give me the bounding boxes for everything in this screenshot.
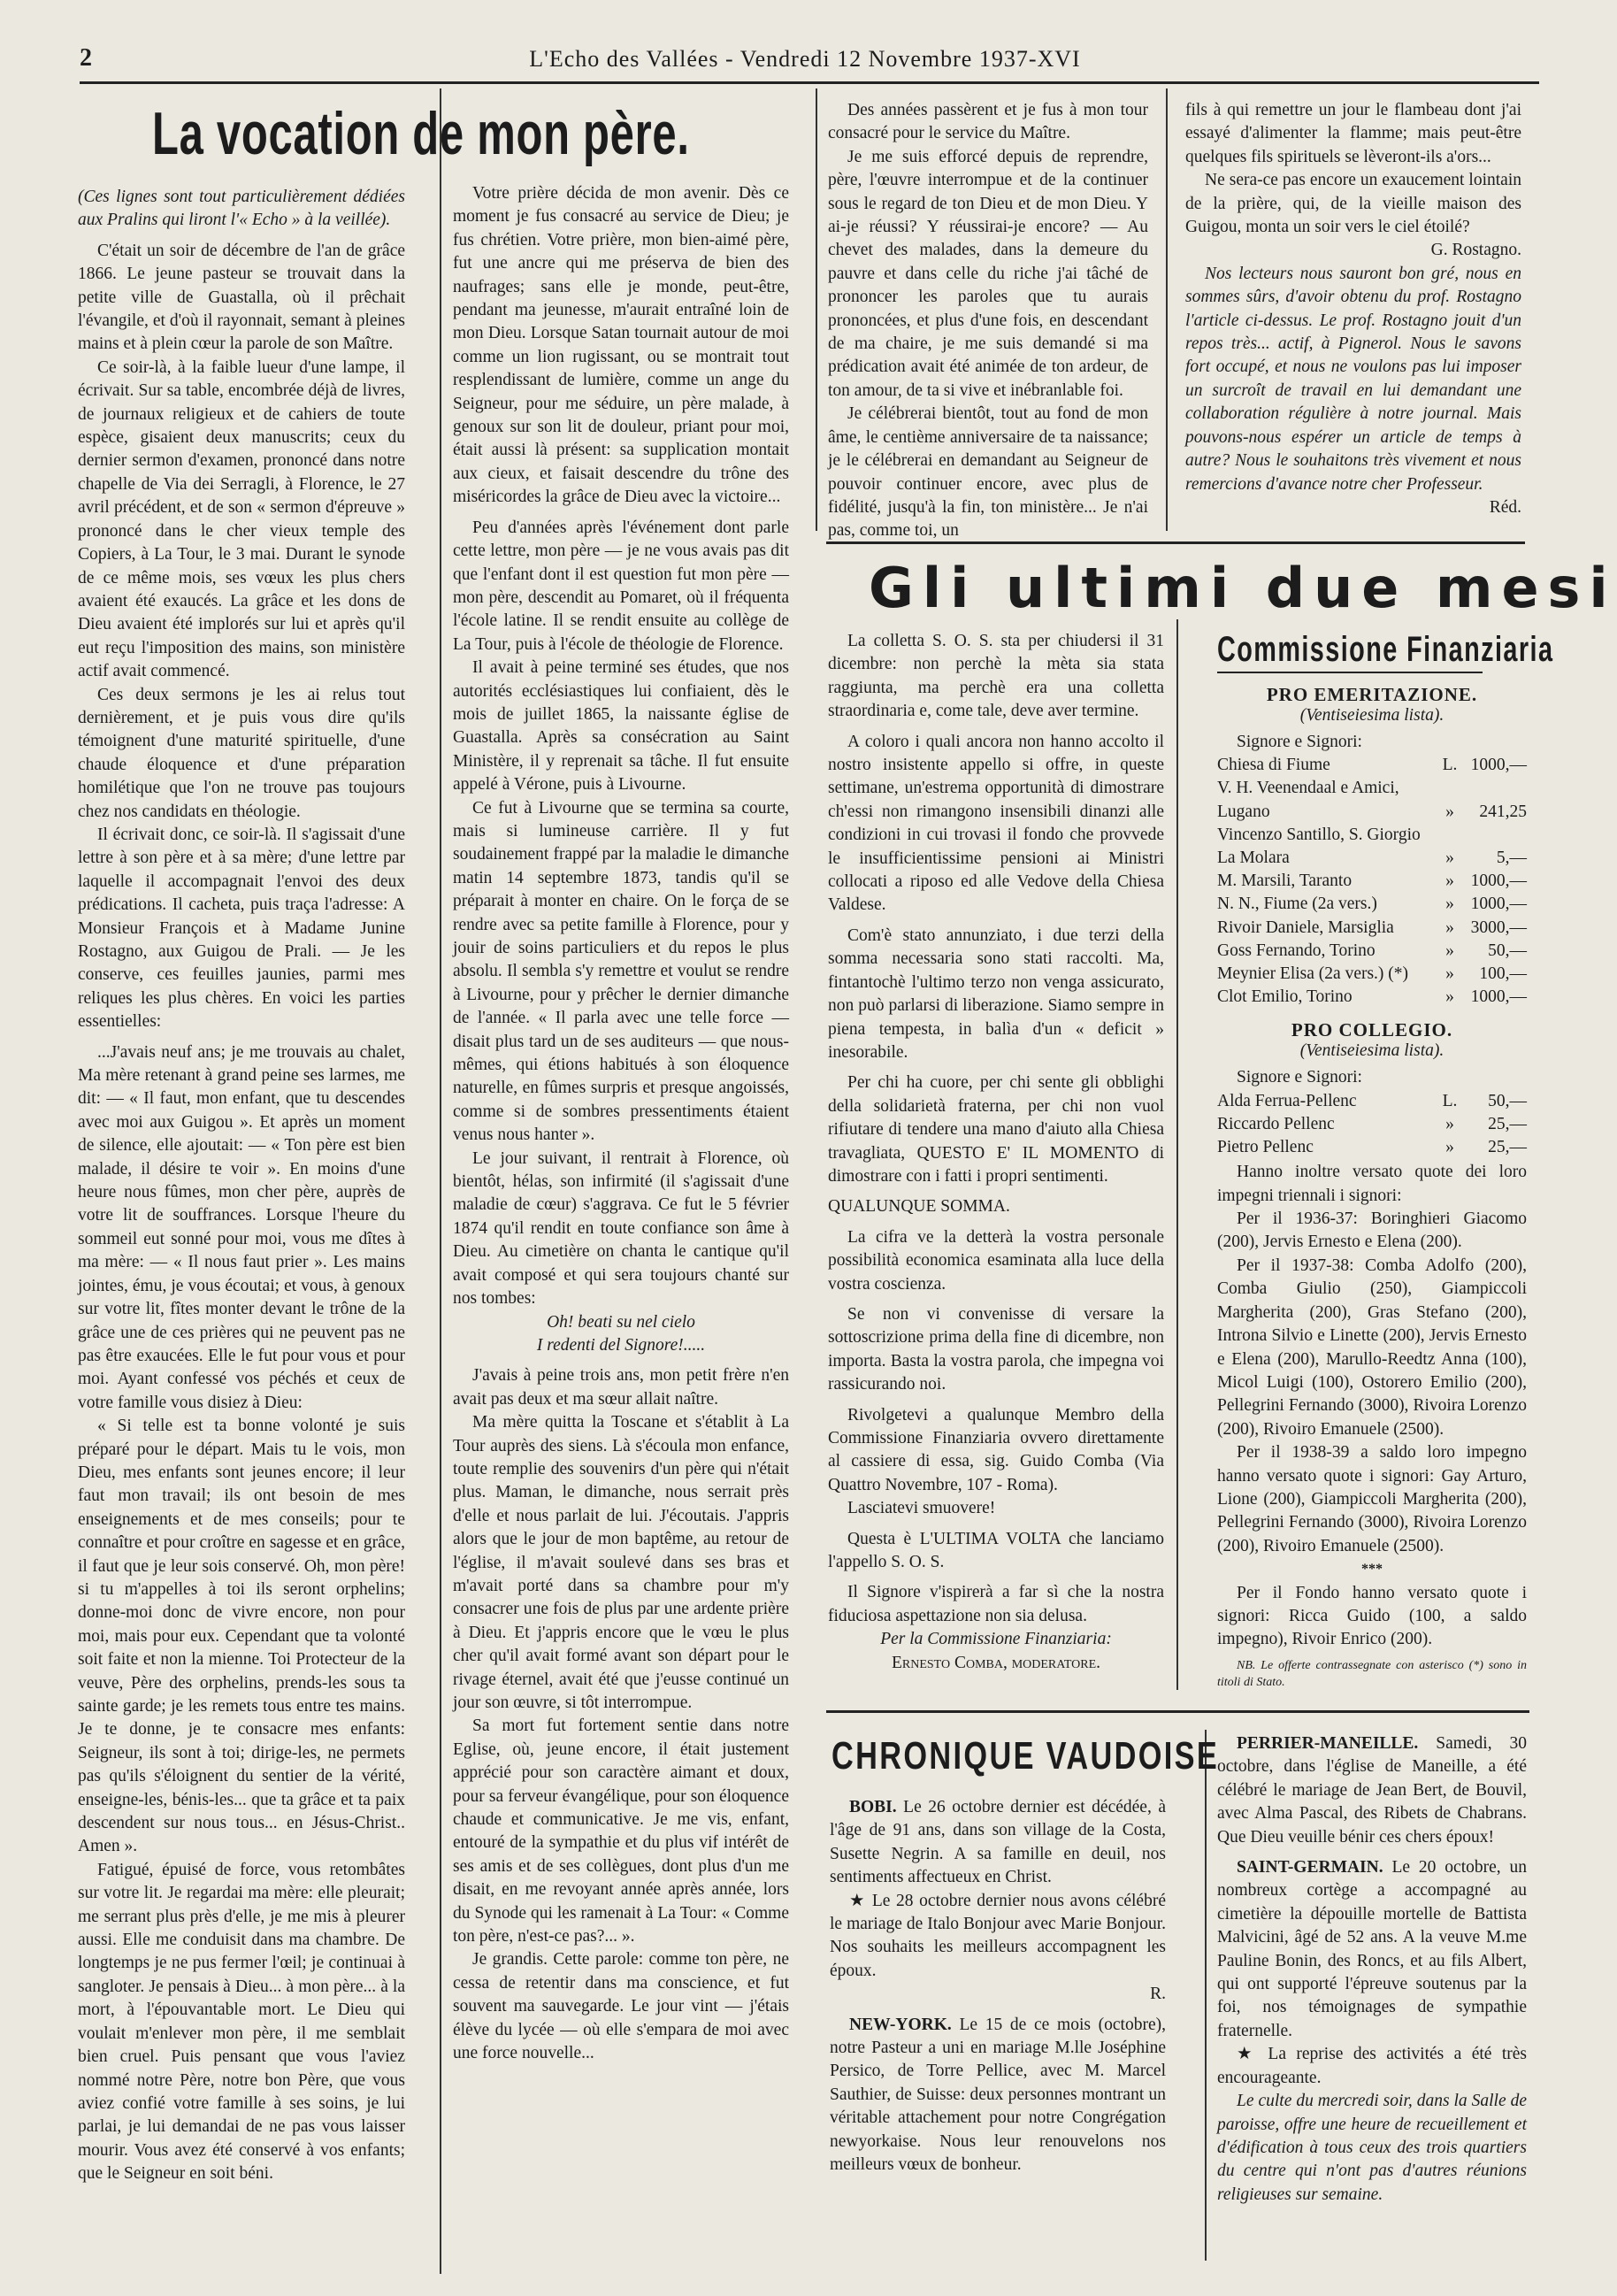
paragraph: Je grandis. Cette parole: comme ton père, ne cessa de retentir dans ma conscience, et fut souvent ma sauvegarde. Le jour vint — j'étais élève du lycée — où elle s'empara de moi avec une force nouvelle... [453, 1950, 789, 2063]
paragraph: La cifra ve la detterà la vostra personale possibilità economica esaminata alla luce della vostra coscienza. [828, 1227, 1164, 1294]
paragraph: Ce fut à Livourne que se termina sa courte, mais si lumineuse carrière. Il y fut soudainement frappé par la maladie le dimanche matin 14 septembre 1873, tandis qu'il se préparait à monter en chaire. On le força de se rendre avec sa petite famille à Florence, pour y jouir de soins particuliers et du repos le plus absolu. Il sembla s'y remettre et voulut se rendre à Livourne, pour y prêcher le dernier dimanche de l'année. « Il parla avec une telle force — disait plus tard un de ses auditeurs — que nous-mêmes, qui étions habitués à son éloquence naturelle, en fûmes surpris et presque angoissés, comme si de sombres pressentiments étaient venus nous hanter ». [453, 798, 789, 1145]
paragraph: Hanno inoltre versato quote dei loro impegni triennali i signori: [1217, 1163, 1527, 1205]
paragraph: Ne sera-ce pas encore un exaucement lointain de la prière, qui, de la vieille maison des Guigou, monta un soir vers le ciel étoilé? [1185, 171, 1521, 237]
editor-signature: Réd. [1489, 497, 1521, 517]
paragraph: Le jour suivant, il rentrait à Florence, où bientôt, hélas, son infirmité (il s'agissait d'une maladie de cœur) s'aggrava. Ce fut le 5 février 1874 qu'il rendit en toute confiance son âme à Dieu. Au cimetière on chanta le cantique qu'il avait composé et qui sera toujours chanté sur nos tombes: [453, 1148, 789, 1309]
paragraph: Il écrivait donc, ce soir-là. Il s'agissait d'une lettre à son père et à sa mère; d'une lettre par laquelle il accompagnait l'envoi des deux prédications. Il cacheta, puis traça l'adresse: A Monsieur François et à Madame Junine Rostagno, aux Guigou de Prali. — Je les conserve, ces feuilles jaunies, parmi mes reliques les plus chères. En voici les parties essentielles: [78, 825, 405, 1032]
paragraph: J'avais à peine trois ans, mon petit frère n'en avait pas deux et ma sœur allait naître. [453, 1366, 789, 1409]
donation-row: N. N., Fiume (2a vers.) » 1000,— [1217, 895, 1527, 914]
editor-note: Nos lecteurs nous sauront bon gré, nous en sommes sûrs, d'avoir obtenu du prof. Rostagno l'article ci-dessus. Le prof. Rostagno jouit d'un repos très... actif, à Pignerol. Nous le savons fort occupé, et nous ne voulons pas lui imposer un surcroît de travail en lui demandant une collaboration régulière à notre journal. Mais pouvons-nous espérer un article de temps à autre? Nous le souhaitons très vivement et nous remercions d'avance notre cher Professeur. [1185, 264, 1521, 494]
donation-row: Chiesa di Fiume L. 1000,— [1217, 756, 1527, 775]
paragraph: Sa mort fut fortement sentie dans notre Eglise, où, jeune encore, il était justement apprécié pour son caractère aimant et doux, pour sa ferveur évangélique, pour son éloquence chaude et communicative. Je me vis, enfant, entouré de la sympathie et du plus vif intérêt de ses amis et de ses collègues, dont plus d'un me disait, en me revoyant année après année, lors du Synode qui les ramenait à La Tour: « Comme ton père, n'est-ce pas?... ». [453, 1716, 789, 1947]
paragraph: Per il Fondo hanno versato quote i signori: Ricca Guido (100, a saldo impegno), Rivoir Enrico (200). [1217, 1583, 1527, 1649]
vocation-column-4 [1185, 99, 1521, 533]
news-text: ★ Le 28 octobre dernier nous avons célébré le mariage de Italo Bonjour avec Marie Bonjour. Nos souhaits les meilleurs accompagnent les époux. [830, 1891, 1166, 1980]
donation-row: Vincenzo Santillo, S. Giorgio La Molara » 5,— [1217, 825, 1527, 868]
author-signature: G. Rostagno. [1430, 241, 1521, 260]
news-text: Samedi, 30 octobre, dans l'église de Maneille, a été célébré le mariage de Jean Bert, de Bouvil, avec Alma Pascal, des Ribets de Chabrans. Que Dieu veuille bénir ces chers époux! [1217, 1734, 1527, 1847]
column-divider [440, 88, 441, 2274]
paragraph: Il Signore v'ispirerà a far sì che la nostra fiduciosa aspettazione non sia delusa. [828, 1583, 1164, 1625]
column-divider [1176, 619, 1178, 1690]
section-title-chronique: CHRONIQUE VAUDOISE [831, 1734, 1220, 1778]
paragraph: Ce soir-là, à la faible lueur d'une lampe, il écrivait. Sur sa table, encombrée déjà de livres, de journaux religieux et de cahiers de toute espèce, gisaient deux manuscrits; ceux du dernier sermon d'examen, prononcé dans notre chapelle de Via dei Serragli, à Florence, le 27 avril précédent, et de son « sermon d'épreuve » prononcé dans le cher vieux temple des Copiers, à La Tour, le 3 mai. Durant le synode de ce même mois, ses vœux les plus chers avaient été exaucés. La grâce et les dons de Dieu avaient été implorés sur lui et après qu'il eut reçu l'imposition des mains, son ministère actif avait commencé. [78, 357, 405, 681]
paragraph: Peu d'années après l'événement dont parle cette lettre, mon père — je ne vous avais pas dit que l'enfant dont il est question fut mon père — mon père, descendit au Pomaret, où il fréquenta l'école latine. Il se rendit ensuite au collège de La Tour, puis à l'école de théologie de Florence. [453, 518, 789, 654]
paragraph: Com'è stato annunziato, i due terzi della somma necessaria sono stati raccolti. Ma, fintantochè l'ultimo terzo non venga assicurato, non può parlarsi di liberazione. Siamo sempre in piena tempesta, in balìa d'un « deficit » inesorabile. [828, 925, 1164, 1062]
donation-row: Riccardo Pellenc » 25,— [1217, 1114, 1527, 1133]
paragraph: Votre prière décida de mon avenir. Dès ce moment je fus consacré au service de Dieu; je fus chrétien. Votre prière, mon bien-aimé père, fut une ancre qui me préserva de bien des naufrages; sans elle je monde, peut-être, pendant ma jeunesse, m'aurait entraîné loin de mon Dieu. Lorsque Satan tournait autour de moi comme un lion rugissant, ou se montrait tout resplendissant de lumière, comme un ange du Seigneur, pour me séduire, un père malade, à genoux sur son lit de douleur, priant pour moi, était aussi là présent: sa supplication montait aux cieux, et faisait descendre du trône des miséricordes la grâce de Dieu avec la victoire... [453, 184, 789, 507]
donation-row: Pietro Pellenc » 25,— [1217, 1138, 1527, 1157]
paragraph: « Si telle est ta bonne volonté je suis préparé pour le départ. Mais tu le vois, mon Dieu, mes enfants sont jeunes encore; il leur faut mon travail; ils ont besoin de mes enseignements et de mes conseils; pour te connaître et pour croître en sagesse et en grâce, il faut que je leur sois conservé. Oh, mon père! si tu m'appelles à toi ils seront orphelins; donne-moi donc de vivre encore, non pour moi, mais pour eux. Cependant que ta volonté soit faite et non la mienne. Toi Protecteur de la veuve, Père des orphelins, prends-les sous ta sainte garde; je les remets tous entre tes mains. Je te donne, je te consacre mes enfants: Seigneur, ils sont à toi; dirige-les, ne permets pas qu'ils s'éloignent du sentier de la vérité, enseigne-les, bénis-les... que ta grâce et ta paix descendent sur nous tous... en Jésus-Christ.. Amen ». [78, 1417, 405, 1856]
paragraph: Ces deux sermons je les ai relus tout dernièrement, et je puis vous dire qu'ils témoignent d'une maturité spirituelle, d'une chaude éloquence et d'une préparation homilétique que l'on ne trouve pas toujours chez nos candidats en théologie. [78, 685, 405, 821]
news-text: Le 20 octobre, un nombreux cortège a accompagné au cimetière la dépouille mortelle de Battista Malvicini, âgé de 52 ans. A la veuve M.me Pauline Bonin, des Roncs, et au fils Albert, qui ont supporté l'épreuve soutenus par la foi, nos témoignages de sympathie fraternelle. [1217, 1858, 1527, 2040]
donation-row: Clot Emilio, Torino » 1000,— [1217, 987, 1527, 1007]
paragraph: Per il 1936-37: Boringhieri Giacomo (200), Jervis Ernesto e Elena (200). [1217, 1209, 1527, 1252]
place-name: BOBI. [849, 1798, 897, 1816]
page-number: 2 [80, 44, 92, 72]
paragraph: Se non vi convenisse di versare la sottoscrizione prima della fine di dicembre, non importa. Basta la vostra parola, che impegna voi rassicurando noi. [828, 1304, 1164, 1394]
column-divider [816, 88, 817, 531]
donation-list [1217, 1066, 1527, 1159]
vocation-column-2 [453, 182, 789, 2261]
place-name: SAINT-GERMAIN. [1237, 1858, 1383, 1877]
separator-stars: *** [1361, 1562, 1383, 1578]
place-name: PERRIER-MANEILLE. [1237, 1734, 1419, 1753]
section-rule [826, 541, 1525, 544]
list-intro: Signore e Signori: [1237, 733, 1362, 751]
column-divider [1166, 88, 1168, 531]
paragraph: ...J'avais neuf ans; je me trouvais au chalet, Ma mère retenant à grand peine ses larmes, me dit: — « Il faut, mon enfant, que tu descendes avec moi aux Guigou ». Et après un moment de silence, elle ajoutait: — « Ton père est bien malade, il désire te voir ». En moins d'une heure nous fûmes, mon cher père, auprès de votre lit de souffrances. Lorsque l'heure du sommeil eut sonné pour moi, vous me dîtes à ma mère: — « Il nous faut prier ». Les mains jointes, ému, je vous écoutai; et vous, à genoux sur votre lit, fîtes monter devant le trône de la grâce une de ces prières qui ne peuvent pas ne pas être exaucées. Elle le fut pour vous et pour moi. Ayant confessé vos péchés et ceux de votre famille vous disiez à Dieu: [78, 1042, 405, 1412]
article-title-mesi: Gli ultimi due mesi [869, 556, 1617, 620]
news-text: Le 26 octobre dernier est décédée, à l'âge de 91 ans, dans son village de la Costa, Susette Negrin. A sa famille en deuil, nos sentiments affectueux en Christ. [830, 1798, 1166, 1887]
paragraph: Il avait à peine terminé ses études, que nos autorités ecclésiastiques lui confiaient, dès le mois de juillet 1865, la naissante église de Guastalla. Après sa consécration au Saint Ministère, il y reprenait sa tâche. Il fut ensuite appelé à Vérone, puis à Livourne. [453, 658, 789, 795]
section-rule [826, 1710, 1529, 1713]
commissione-column [1217, 630, 1554, 1689]
article-title-vocation: La vocation de mon père. [152, 100, 690, 167]
news-text: Le culte du mercredi soir, dans la Salle de paroisse, offre une heure de recueillement et d'édification à tous ceux des trois quartiers du centre qui n'ont pas d'autres réunions religieuses sur semaine. [1217, 2092, 1527, 2204]
subheading: PRO EMERITAZIONE. [1266, 684, 1478, 705]
paragraph: Lasciatevi smuovere! [847, 1499, 996, 1518]
donation-row: Meynier Elisa (2a vers.) (*) » 100,— [1217, 964, 1527, 984]
paragraph: A coloro i quali ancora non hanno accolto il nostro insistente appello si offre, in queste settimane, un'estrema opportunità di dimostrare ch'essi non rimangono insensibili dinanzi alle condizioni in cui trovasi il fondo che provvede le insufficientissime pensioni ai Ministri collocati a riposo ed alle Vedove della Chiesa Valdese. [828, 732, 1164, 915]
news-signature: R. [1150, 1985, 1166, 2004]
hymn-line: I redenti del Signore!..... [536, 1335, 706, 1355]
donation-row: Alda Ferrua-Pellenc L. 50,— [1217, 1091, 1527, 1110]
section-title-commissione: Commissione Finanziaria [1217, 630, 1554, 669]
list-intro: Signore e Signori: [1237, 1068, 1362, 1087]
signature-name: Ernesto Comba, moderatore. [891, 1653, 1101, 1672]
list-number: (Ventiseiesima lista). [1299, 706, 1445, 725]
paragraph: C'était un soir de décembre de l'an de grâce 1866. Le jeune pasteur se trouvait dans la petite ville de Guastalla, où il prêchait l'évangile, et d'où il rayonnait, semant à pleines mains et à plein cœur la parole de son Maître. [78, 241, 405, 354]
chronique-column-2 [1217, 1732, 1527, 2263]
donation-row: M. Marsili, Taranto » 1000,— [1217, 872, 1527, 891]
chronique-column-1 [830, 1796, 1166, 2265]
column-divider [1205, 1730, 1207, 2261]
news-text: Le 15 de ce mois (octobre), notre Pasteur a uni en mariage M.lle Joséphine Persico, de Torre Pellice, avec M. Marcel Sauthier, de Suisse: deux personnes montrant un véritable attachement pour notre Congrégation newyorkaise. Nous leur renouvelons nos meilleurs vœux de bonheur. [830, 2015, 1166, 2175]
header-title: L'Echo des Vallées - Vendredi 12 Novembre 1937-XVI [529, 46, 1081, 72]
donation-row: Rivoir Daniele, Marsiglia » 3000,— [1217, 918, 1527, 937]
paragraph: Fatigué, épuisé de force, vous retombâtes sur votre lit. Je regardai ma mère: elle pleurait; me serrant plus près d'elle, je me mis à pleurer aussi. Elle me conduisit dans ma chambre. De longtemps je ne pus fermer l'œil; je continuai à sangloter. Je pensais à Dieu... à mon père... à la mort, à l'épouvantable mort. Le Dieu qui voulait m'enlever mon père, il me semblait bien cruel. Puis pensant que vous l'aviez nommé notre Père, notre bon Père, que vous aviez confié votre famille à ses soins, je lui parlai, je lui demandai de ne pas vous laisser mourir. Vous avez été conservé à vos enfants; que le Seigneur en soit béni. [78, 1860, 405, 2184]
signature-line: Per la Commissione Finanziaria: [880, 1630, 1112, 1649]
paragraph: Per chi ha cuore, per chi sente gli obblighi della solidarietà fraterna, per chi non vuol rifiutare di tendere una mano d'aiuto alla Chiesa travagliata, QUESTO E' IL MOMENTO di dimostrare con i fatti i propri sentimenti. [828, 1073, 1164, 1186]
paragraph: Rivolgetevi a qualunque Membro della Commissione Finanziaria ovvero direttamente al cassiere di essa, sig. Guido Comba (Via Quattro Novembre, 107 - Roma). [828, 1405, 1164, 1494]
paragraph: Je me suis efforcé depuis de reprendre, père, l'œuvre interrompue et de la continuer sous le regard de ton Dieu et de mon Dieu. Y ai-je réussi? Y réussirai-je encore? — Au chevet des malades, dans la demeure du pauvre et dans celle du riche j'ai tâché de prononcer les paroles que tu aurais prononcées, et plus d'une fois, en descendant de ma chaire, je me suis demandé si ma prédication avait été animée de ton ardeur, de ton amour, de ta si vive et inébranlable foi. [828, 147, 1148, 400]
paragraph: La colletta S. O. S. sta per chiudersi il 31 dicembre: non perchè la mèta sia stata raggiunta, ma perchè era una colletta straordinaria e, come tale, deve aver termine. [828, 632, 1164, 721]
mesi-column [828, 630, 1164, 1674]
place-name: NEW-YORK. [849, 2015, 952, 2034]
paragraph-emphasis: QUALUNQUE SOMMA. [828, 1197, 1010, 1217]
paragraph: Je célébrerai bientôt, tout au fond de mon âme, le centième anniversaire de ta naissance; je le célébrerai en demandant au Seigneur de pouvoir continuer encore, avec plus de fidélité, jusqu'à la fin, ton ministère... Je n'ai pas, comme toi, un [828, 404, 1148, 541]
news-text: ★ La reprise des activités a été très encourageante. [1217, 2045, 1527, 2087]
hymn-line: Oh! beati su nel cielo [547, 1312, 695, 1332]
paragraph: Per il 1937-38: Comba Adolfo (200), Comba Giulio (250), Giampiccoli Margherita (200), Gras Stefano (200), Introna Silvio e Linette (200), Jervis Ernesto e Elena (200), Marullo-Reedtz Anna (100), Micol Luigi (100), Ostorero Emilio (200), Pellegrini Fernando (3000), Rivoira Lorenzo (200), Rivoiro Emanuele (2500). [1217, 1256, 1527, 1439]
impegni-text [1217, 1161, 1527, 1691]
vocation-column-3 [828, 99, 1148, 541]
subheading: PRO COLLEGIO. [1291, 1019, 1453, 1041]
title-underline [1217, 672, 1483, 673]
dedication-text: (Ces lignes sont tout particulièrement dédiées aux Pralins qui liront l'« Echo » à la veillée). [78, 188, 405, 230]
paragraph: Questa è L'ULTIMA VOLTA che lanciamo l'appello S. O. S. [828, 1529, 1164, 1572]
paragraph: Des années passèrent et je fus à mon tour consacré pour le service du Maître. [828, 101, 1148, 143]
donation-list [1217, 731, 1527, 1009]
donation-row: Goss Fernando, Torino » 50,— [1217, 941, 1527, 960]
page-header [80, 42, 1530, 78]
paragraph: Per il 1938-39 a saldo loro impegno hanno versato quote i signori: Gay Arturo, Lione (200), Giampiccoli Margherita (200), Pellegrini Fernando (3000), Rivoira Lorenzo (200), Rivoiro Emanuele (2500). [1217, 1443, 1527, 1555]
footnote: NB. Le offerte contrassegnate con asterisco (*) sono in titoli di Stato. [1217, 1658, 1527, 1689]
vocation-column-1 [78, 186, 405, 2265]
donation-row: V. H. Veenendaal e Amici, Lugano » 241,25 [1217, 779, 1527, 821]
header-rule [80, 81, 1539, 84]
list-number: (Ventiseiesima lista). [1299, 1041, 1445, 1061]
paragraph: fils à qui remettre un jour le flambeau dont j'ai essayé d'alimenter la flamme; mais peut-être quelques fils spirituels se lèveront-ils a'ors... [1185, 101, 1521, 166]
paragraph: Ma mère quitta la Toscane et s'établit à La Tour auprès des siens. Là s'écoula mon enfance, toute remplie des souvenirs d'un père qui n'était plus. Maman, le dimanche, nous serrait près d'elle et nous parlait de lui. J'écoutais. J'appris alors que le jour de mon baptême, au retour de l'église, il m'avait soulevé dans ses bras et m'avait porté dans sa chambre pour m'y consacrer une fois de plus par une ardente prière à Dieu. Et j'appris encore que le vœu le plus cher qu'il avait formé avant son départ pour le rivage éternel, avait été que j'eusse continué un jour son œuvre, si tôt interrompue. [453, 1413, 789, 1712]
